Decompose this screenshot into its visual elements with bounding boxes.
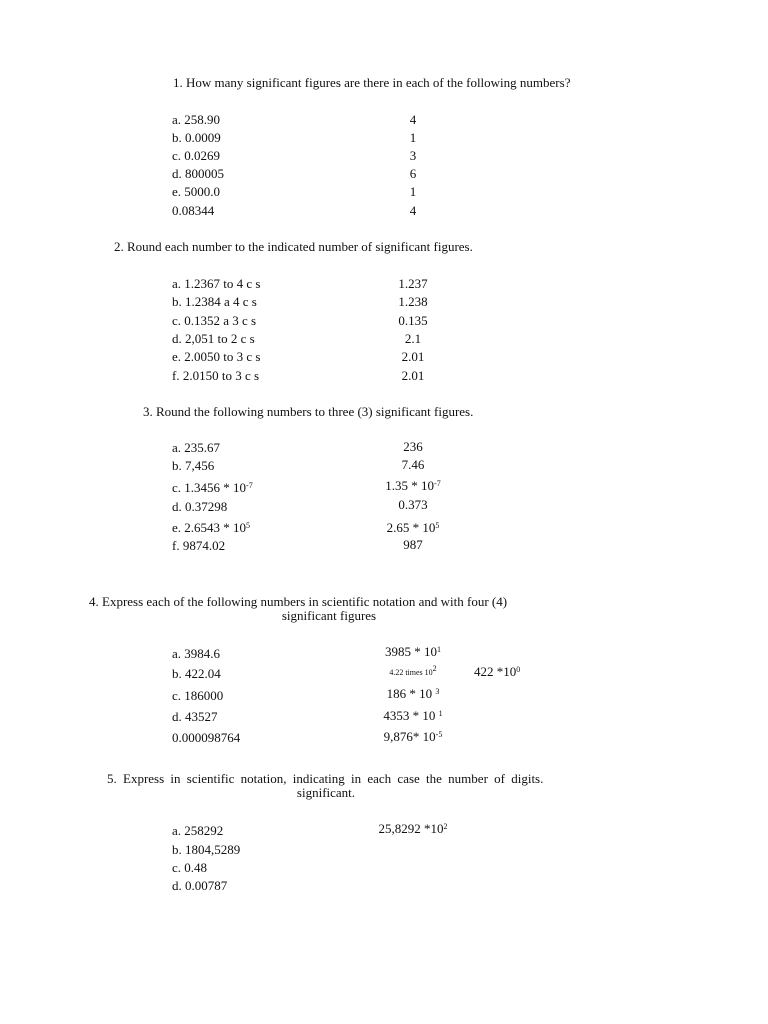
q2-item-b-answer: 1.238 <box>398 294 428 309</box>
q3-item-e-answer: $2.65 * 10^5$ <box>386 520 440 535</box>
q1-item-a-answer: 4 <box>409 112 417 127</box>
q1-item-c-label: c. 0.0269 <box>172 148 221 163</box>
q2-item-c-answer: 0.135 <box>398 313 428 328</box>
q2-item-c-label: c. 0.1352 a 3 c s <box>172 313 257 328</box>
q2-item-b-label: b. 1.2384 a 4 c s <box>172 294 257 309</box>
q2-item-a-label: a. 1.2367 to 4 c s <box>172 276 261 291</box>
q3-title: 3. Round the following numbers to three (3) significant figures. <box>143 404 474 419</box>
q4-item-e-answer: 9,876* $10^{-5}$ <box>383 729 443 744</box>
q3-item-c-label: c. $1.3456 * 10^{-7}$ <box>172 480 253 495</box>
q2-item-f-label: f. 2.0150 to 3 c s <box>172 368 260 383</box>
q4-item-b-answer-alt: 422 $*10^0$ <box>474 664 521 679</box>
q1-title: 1. How many significant figures are there in each of the following numbers? <box>173 75 571 90</box>
q5-item-c-label: c. 0.48 <box>172 860 208 875</box>
q5-title-line2: significant. <box>296 785 356 800</box>
q1-item-b-answer: 1 <box>409 130 417 145</box>
q2-item-d-answer: 2.1 <box>404 331 422 346</box>
q4-title-line2: significant figures <box>281 608 377 623</box>
q1-item-b-label: b. 0.0009 <box>172 130 221 145</box>
q3-item-d-label: d. 0.37298 <box>172 499 228 514</box>
q4-item-c-label: c. 186000 <box>172 688 224 703</box>
q3-item-f-label: f. 9874.02 <box>172 538 226 553</box>
q4-item-e-label: 0.000098764 <box>172 730 241 745</box>
q3-item-b-label: b. 7,456 <box>172 458 215 473</box>
q1-item-c-answer: 3 <box>409 148 417 163</box>
q1-item-e-label: e. 5000.0 <box>172 184 221 199</box>
q3-item-b-answer: 7.46 <box>401 457 425 472</box>
q2-item-e-label: e. 2.0050 to 3 c s <box>172 349 261 364</box>
q3-item-a-label: a. 235.67 <box>172 440 221 455</box>
q4-item-c-answer: 186 * 10 $^3$ <box>386 686 440 701</box>
q4-item-a-answer: $3985 * 10^1$ <box>385 644 441 659</box>
q3-item-a-answer: 236 <box>403 439 423 454</box>
q5-item-d-label: d. 0.00787 <box>172 878 228 893</box>
q3-item-f-answer: 987 <box>403 537 423 552</box>
q4-item-b-answer: 4.22 times $10^2$ <box>389 664 437 677</box>
q4-title-line1: 4. Express each of the following numbers in scientific notation and with four (4) <box>89 594 508 609</box>
q2-item-a-answer: 1.237 <box>398 276 428 291</box>
q1-item-a-label: a. 258.90 <box>172 112 221 127</box>
q1-item-d-label: d. 800005 <box>172 166 224 181</box>
q4-item-b-label: b. 422.04 <box>172 666 221 681</box>
q4-item-d-answer: 4353 * 10 $^1$ <box>383 708 443 723</box>
q3-item-e-label: e. $2.6543 * 10^5$ <box>172 520 251 535</box>
q1-item-e-answer: 1 <box>409 184 417 199</box>
q5-item-a-label: a. 258292 <box>172 823 224 838</box>
q2-title: 2. Round each number to the indicated number of significant figures. <box>114 239 473 254</box>
q3-item-c-answer: $1.35 * 10^{-7}$ <box>385 478 441 493</box>
q3-item-d-answer: 0.373 <box>398 497 428 512</box>
q2-item-d-label: d. 2,051 to 2 c s <box>172 331 255 346</box>
q4-item-a-label: a. 3984.6 <box>172 646 221 661</box>
q2-item-f-answer: 2.01 <box>401 368 425 383</box>
q4-item-d-label: d. 43527 <box>172 709 218 724</box>
q1-item-d-answer: 6 <box>409 166 417 181</box>
q2-item-e-answer: 2.01 <box>401 349 425 364</box>
q1-item-f-answer: 4 <box>409 203 417 218</box>
q1-item-f-label: 0.08344 <box>172 203 215 218</box>
q5-title-line1: 5. Express in scientific notation, indicating in each case the number of digits. <box>107 771 544 786</box>
q5-item-b-label: b. 1804,5289 <box>172 842 241 857</box>
q5-item-a-answer: 25,8292 $*10^2$ <box>378 821 448 836</box>
